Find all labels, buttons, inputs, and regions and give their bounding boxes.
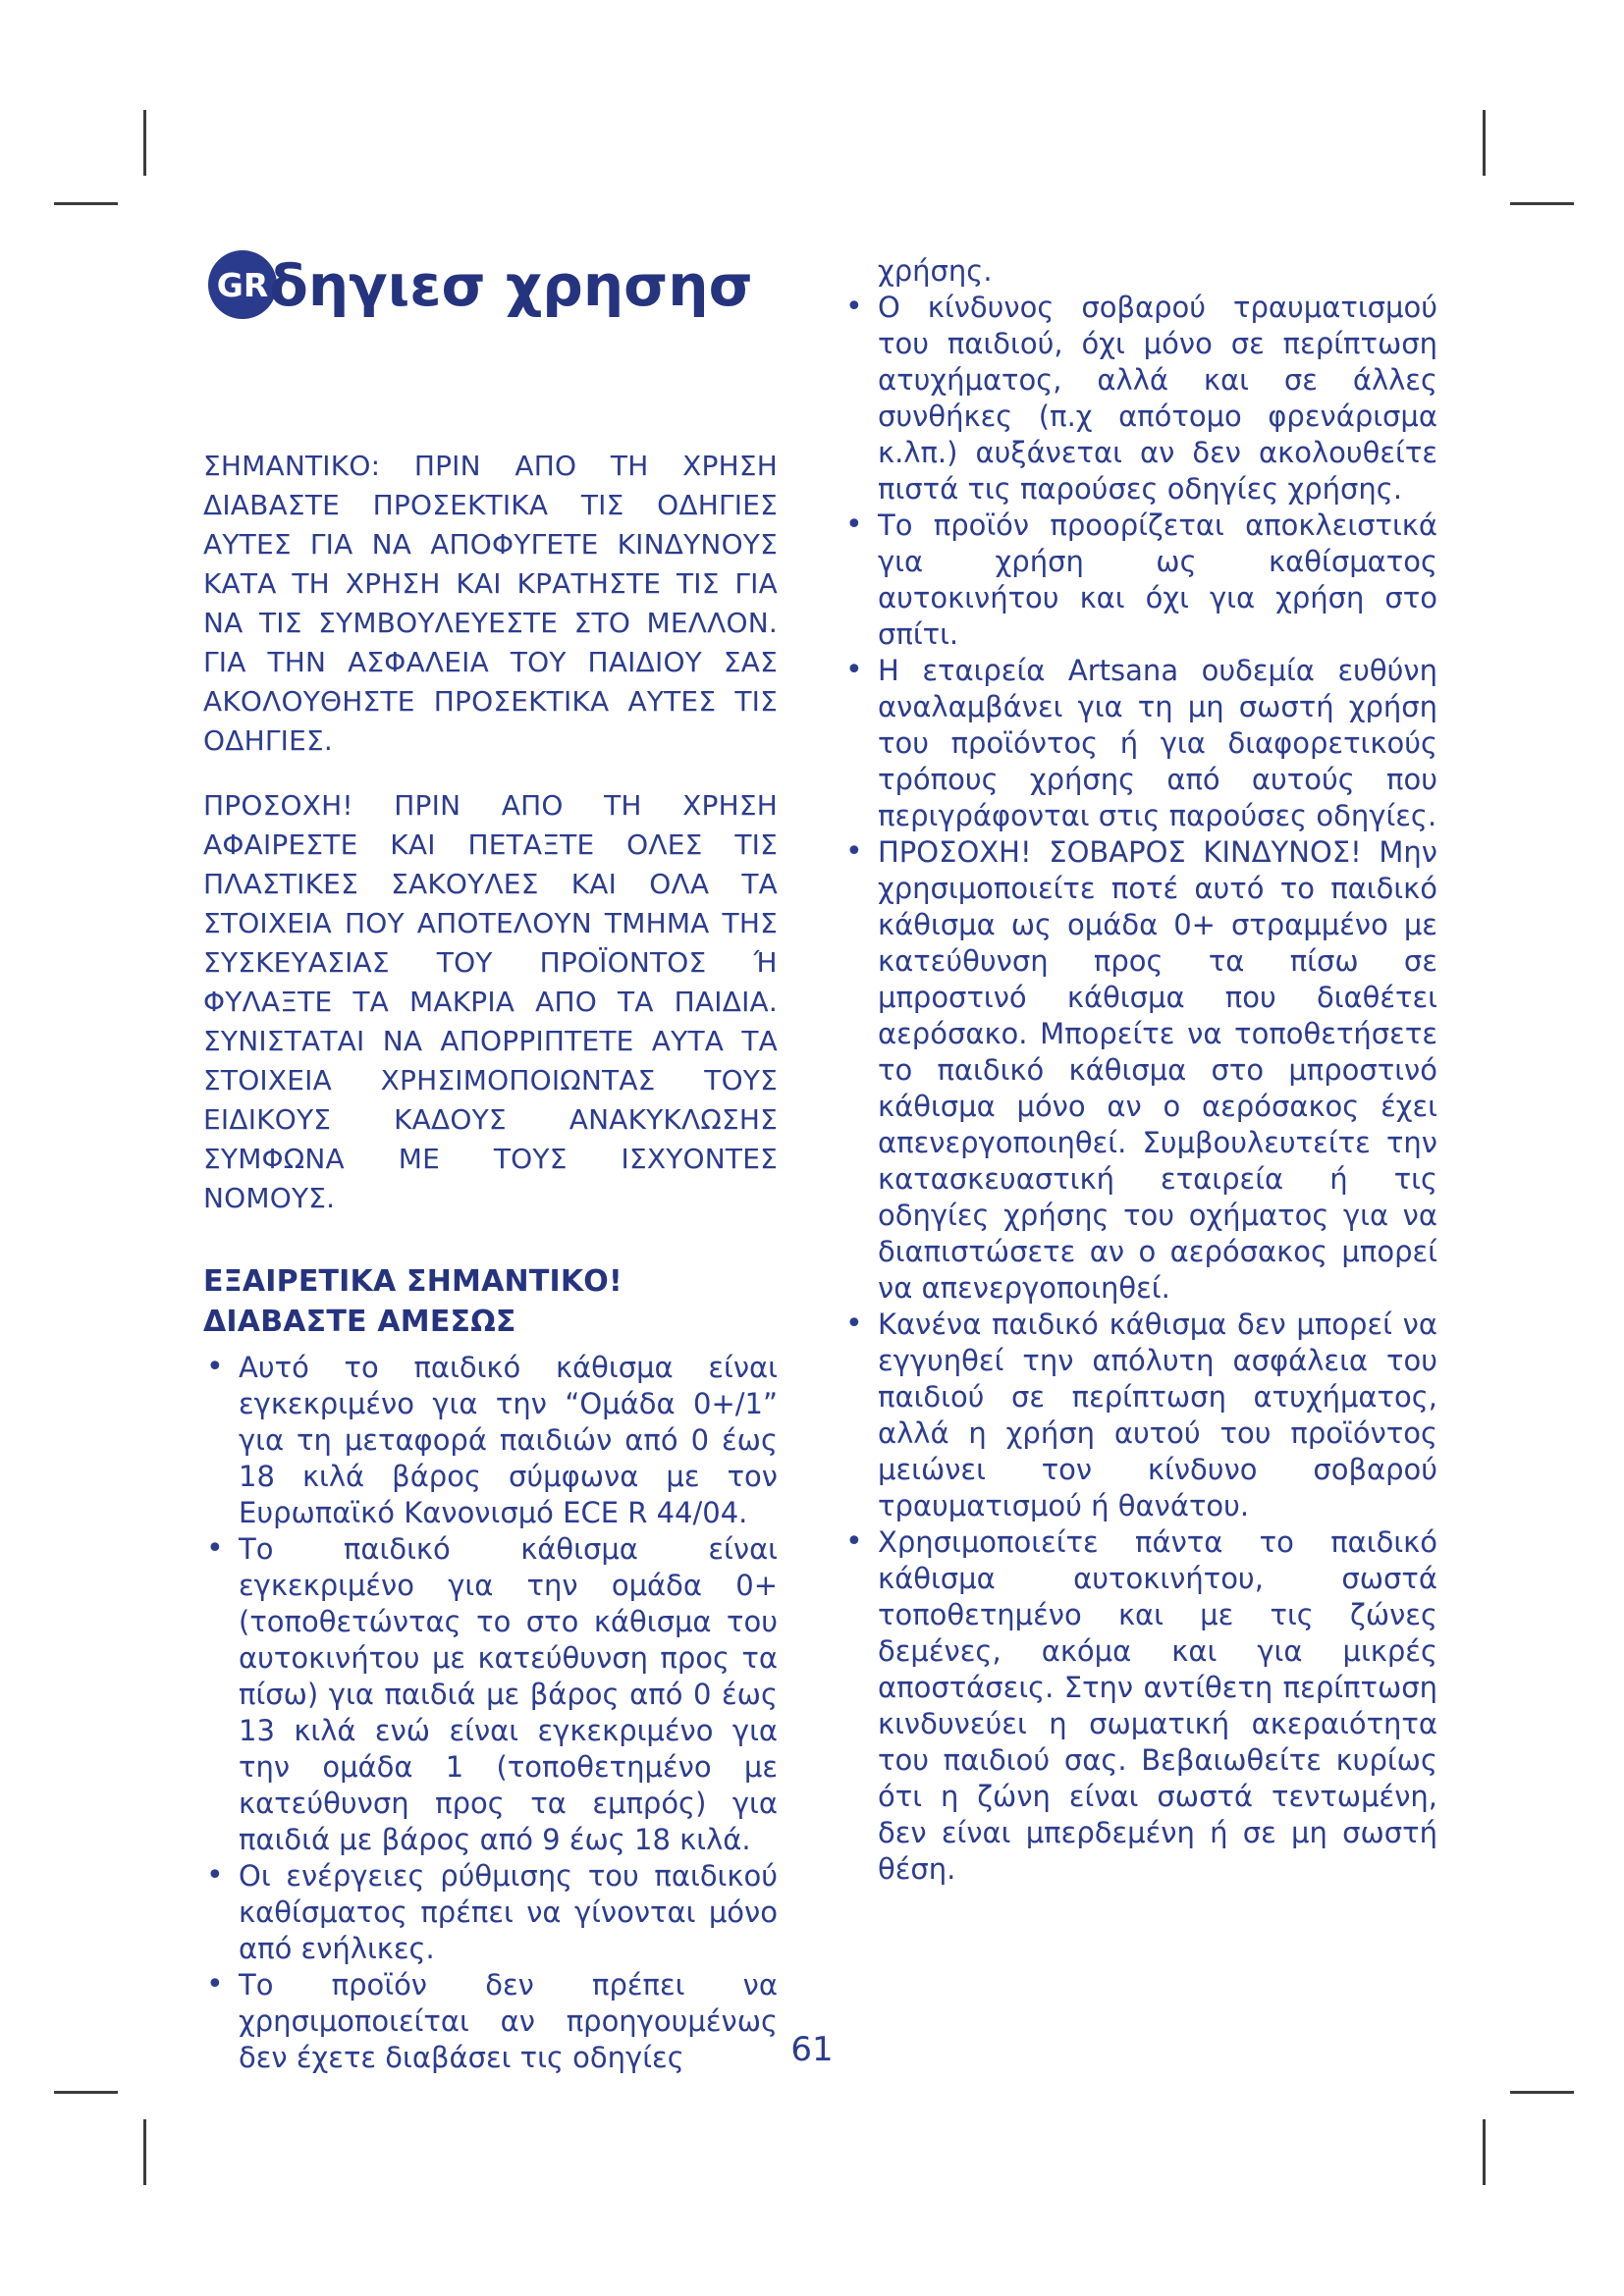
bullet-item-artsana-liability: • Η εταιρεία Artsana ουδεμία ευθύνη αναλαμβάνει για τη μη σωστή χρήση του προϊόντος ή για διαφορετικούς τρόπους χρήσης από αυτούς που περιγράφονται στις παρούσες οδηγίες. [842,653,1437,834]
important-notice-paragraph: ΣΗΜΑΝΤΙΚΟ: ΠΡΙΝ ΑΠΟ ΤΗ ΧΡΗΣΗ ΔΙΑΒΑΣΤΕ ΠΡΟΣΕΚΤΙΚΑ ΤΙΣ ΟΔΗΓΙΕΣ ΑΥΤΕΣ ΓΙΑ ΝΑ ΑΠΟΦΥΓΕΤΕ ΚΙΝΔΥΝΟΥΣ ΚΑΤΑ ΤΗ ΧΡΗΣΗ ΚΑΙ ΚΡΑΤΗΣΤΕ ΤΙΣ ΓΙΑ ΝΑ ΤΙΣ ΣΥΜΒΟΥΛΕΥΕΣΤΕ ΣΤΟ ΜΕΛΛΟΝ. ΓΙΑ ΤΗΝ ΑΣΦΑΛΕΙΑ ΤΟΥ ΠΑΙΔΙΟΥ ΣΑΣ ΑΚΟΛΟΥΘΗΣΤΕ ΠΡΟΣΕΚΤΙΚΑ ΑΥΤΕΣ ΤΙΣ ΟΔΗΓΙΕΣ. [203,450,778,757]
section-heading: ΕΞΑΙΡΕΤΙΚΑ ΣΗΜΑΝΤΙΚΟ! ΔΙΑΒΑΣΤΕ ΑΜΕΣΩΣ [203,1264,623,1339]
gr-badge-label: GR [216,265,269,304]
continuation-text: χρήσης. [878,254,993,288]
bullet-item-approval: • Αυτό το παιδικό κάθισμα είναι εγκεκριμένο για την “Ομάδα 0+/1” για τη μεταφορά παιδιών από 0 έως 18 κιλά βάρος σύμφωνα με τον Ευρωπαϊκό Κανονισμό ECE R 44/04. [203,1350,778,1531]
left-column [203,447,778,2076]
bullet-item-airbag-danger: • ΠΡΟΣΟΧΗ! ΣΟΒΑΡΟΣ ΚΙΝΔΥΝΟΣ! Μην χρησιμοποιείτε ποτέ αυτό το παιδικό κάθισμα ως ομάδα 0+ στραμμένο με κατεύθυνση προς τα πίσω σε μπροστινό κάθισμα που διαθέτει αερόσακο. Μπορείτε να τοποθετήσετε το παιδικό κάθισμα στο μπροστινό κάθισμα μόνο αν ο αερόσακος έχει απενεργοποιηθεί. Συμβουλευτείτε την κατασκευαστική εταιρεία ή τις οδηγίες χρήσης του οχήματος για να διαπιστώσετε αν ο αερόσακος μπορεί να απενεργοποιηθεί. [842,834,1437,1307]
bullet-item-read-first: • Το προϊόν δεν πρέπει να χρησιμοποιείται αν προηγουμένως δεν έχετε διαβάσει τις οδηγίες [203,1967,778,2076]
page-header [208,241,817,349]
crop-mark-bottom-right-horizontal [1510,2091,1574,2094]
crop-mark-top-right-vertical [1483,110,1486,176]
crop-mark-bottom-left-horizontal [54,2091,118,2094]
crop-mark-top-left-vertical [143,110,146,176]
crop-mark-bottom-left-vertical [143,2119,146,2185]
crop-mark-top-left-horizontal [54,202,118,205]
gr-language-badge-icon [208,250,277,319]
page-number: 61 [790,2030,834,2069]
bullet-item-car-use-only: • Το προϊόν προορίζεται αποκλειστικά για χρήση ως καθίσματος αυτοκινήτου και όχι για χρήση στο σπίτι. [842,507,1437,653]
crop-mark-top-right-horizontal [1510,202,1574,205]
bullet-item-adjust-adults: • Οι ενέργειες ρύθμισης του παιδικού καθίσματος πρέπει να γίνονται μόνο από ενήλικες. [203,1858,778,1967]
bullet-item-groups: • Το παιδικό κάθισμα είναι εγκεκριμένο για την ομάδα 0+ (τοποθετώντας το στο κάθισμα του αυτοκινήτου με κατεύθυνση προς τα πίσω) για παιδιά με βάρος από 0 έως 13 κιλά ενώ είναι εγκεκριμένο για την ομάδα 1 (τοποθετημένο με κατεύθυνση προς τα εμπρός) για παιδιά με βάρος από 9 έως 18 κιλά. [203,1531,778,1858]
crop-mark-bottom-right-vertical [1483,2119,1486,2185]
bullet-item-no-guarantee: • Κανένα παιδικό κάθισμα δεν μπορεί να εγγυηθεί την απόλυτη ασφάλεια του παιδιού σε περίπτωση ατυχήματος, αλλά η χρήση αυτού του προϊόντος μειώνει τον κίνδυνο σοβαρού τραυματισμού ή θανάτου. [842,1307,1437,1524]
packaging-warning-paragraph: ΠΡΟΣΟΧΗ! ΠΡΙΝ ΑΠΟ ΤΗ ΧΡΗΣΗ ΑΦΑΙΡΕΣΤΕ ΚΑΙ ΠΕΤΑΞΤΕ ΟΛΕΣ ΤΙΣ ΠΛΑΣΤΙΚΕΣ ΣΑΚΟΥΛΕΣ ΚΑΙ ΟΛΑ ΤΑ ΣΤΟΙΧΕΙΑ ΠΟΥ ΑΠΟΤΕΛΟΥΝ ΤΜΗΜΑ ΤΗΣ ΣΥΣΚΕΥΑΣΙΑΣ ΤΟΥ ΠΡΟΪΟΝΤΟΣ Ή ΦΥΛΑΞΤΕ ΤΑ ΜΑΚΡΙΑ ΑΠΟ ΤΑ ΠΑΙΔΙΑ. ΣΥΝΙΣΤΑΤΑΙ ΝΑ ΑΠΟΡΡΙΠΤΕΤΕ ΑΥΤΑ ΤΑ ΣΤΟΙΧΕΙΑ ΧΡΗΣΙΜΟΠΟΙΩΝΤΑΣ ΤΟΥΣ ΕΙΔΙΚΟΥΣ ΚΑΔΟΥΣ ΑΝΑΚΥΚΛΩΣΗΣ ΣΥΜΦΩΝΑ ΜΕ ΤΟΥΣ ΙΣΧΥΟΝΤΕΣ ΝΟΜΟΥΣ. [203,789,778,1214]
bullet-item-always-use: • Χρησιμοποιείτε πάντα το παιδικό κάθισμα αυτοκινήτου, σωστά τοποθετημένο και με τις ζώνες δεμένες, ακόμα και για μικρές αποστάσεις. Στην αντίθετη περίπτωση κινδυνεύει η σωματική ακεραιότητα του παιδιού σας. Βεβαιωθείτε κυρίως ότι η ζώνη είναι σωστά τεντωμένη, δεν είναι μπερδεμένη ή σε μη σωστή θέση. [842,1524,1437,1888]
right-column [842,253,1437,1888]
bullet-item-injury-risk: • Ο κίνδυνος σοβαρού τραυματισμού του παιδιού, όχι μόνο σε περίπτωση ατυχήματος, αλλά και σε άλλες συνθήκες (π.χ απότομο φρενάρισμα κ.λπ.) αυξάνεται αν δεν ακολουθείτε πιστά τις παρούσες οδηγίες χρήσης. [842,290,1437,507]
page-title: δηγιεσ χρησησ [269,252,753,319]
